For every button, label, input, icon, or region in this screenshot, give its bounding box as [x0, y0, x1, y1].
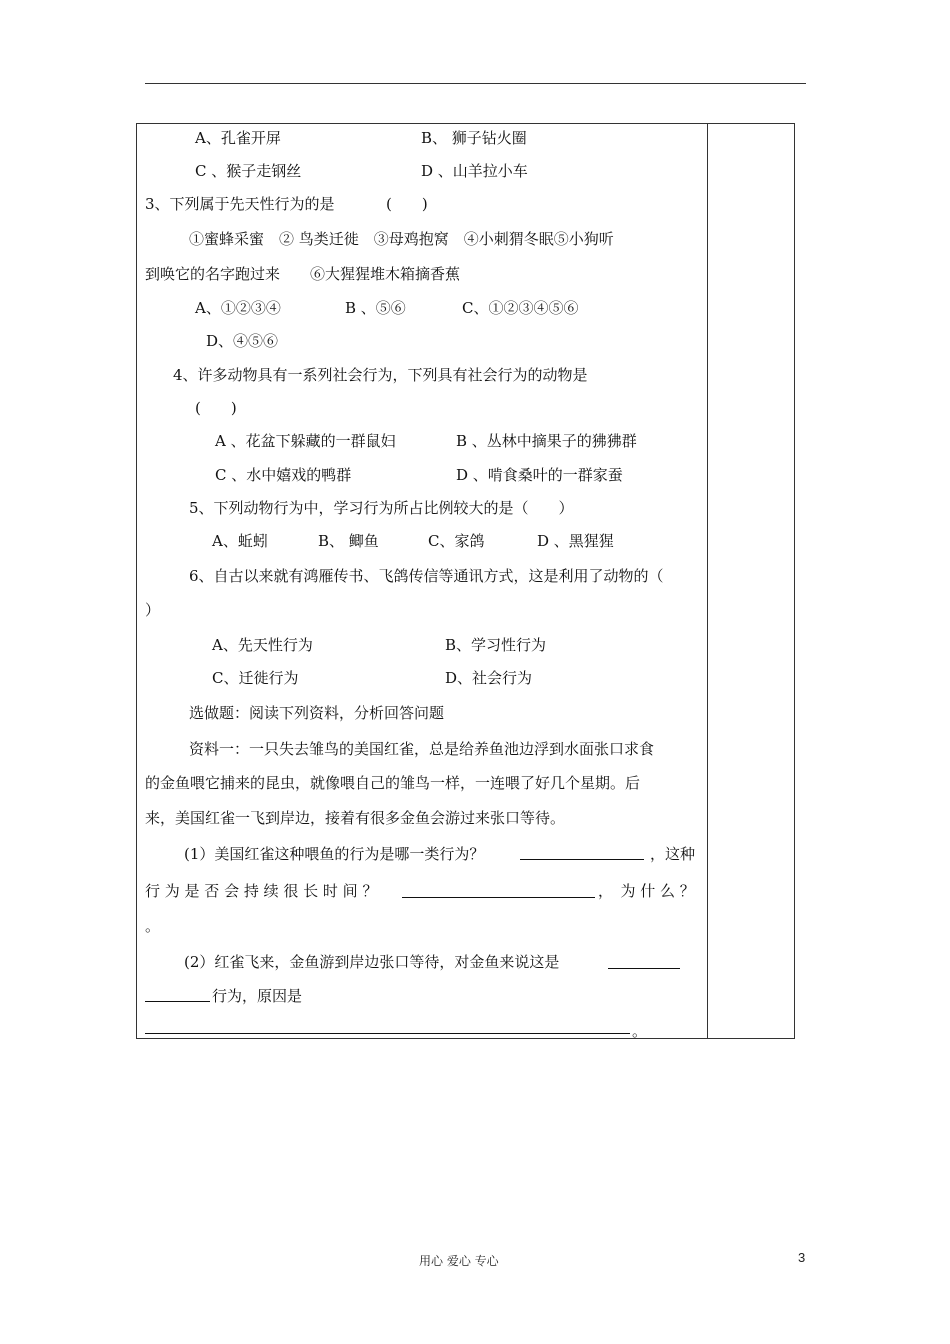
answer-blank-2[interactable]: [402, 897, 595, 898]
q3-option-c: C、①②③④⑤⑥: [462, 299, 579, 317]
answer-blank-3[interactable]: [608, 968, 680, 969]
q3-option-d: D、④⑤⑥: [206, 332, 279, 350]
q6-option-c: C、迁徙行为: [212, 669, 299, 687]
sub-question-1: (1）美国红雀这种喂鱼的行为是哪一类行为？: [184, 845, 485, 863]
q6-option-d: D、社会行为: [445, 669, 533, 687]
answer-blank-5[interactable]: [145, 1033, 630, 1034]
page-number: 3: [798, 1250, 806, 1265]
sub-question-2-end: 。: [632, 1022, 648, 1040]
q5-option-a: A、蚯蚓: [212, 532, 268, 550]
q3-option-b: B 、⑤⑥: [345, 299, 406, 317]
q3-answer-paren: ( ): [386, 195, 428, 213]
q3-option-a: A、①②③④: [195, 299, 281, 317]
header-rule: [145, 83, 806, 84]
sub-question-2-line2: 行为，原因是: [212, 987, 303, 1005]
sub-question-2: (2）红雀飞来，金鱼游到岸边张口等待，对金鱼来说这是: [184, 953, 560, 971]
sub-question-1-why: ， 为 什 么 ？: [598, 882, 695, 900]
q3-items-line1: ①蜜蜂采蜜 ② 鸟类迁徙 ③母鸡抱窝 ④小刺猬冬眠⑤小狗听: [189, 230, 614, 248]
q6-stem-end: ）: [145, 601, 161, 619]
q6-option-b: B、学习性行为: [445, 636, 547, 654]
q4-option-a: A 、花盆下躲藏的一群鼠妇: [215, 432, 396, 450]
answer-blank-1[interactable]: [520, 859, 644, 860]
q3-stem: 3、下列属于先天性行为的是: [145, 195, 335, 213]
q5-option-b: B、 鲫鱼: [318, 532, 379, 550]
q3-items-line2: 到唤它的名字跑过来 ⑥大猩猩堆木箱摘香蕉: [145, 265, 461, 283]
material-line3: 来，美国红雀一飞到岸边，接着有很多金鱼会游过来张口等待。: [145, 809, 566, 827]
q4-option-c: C 、水中嬉戏的鸭群: [215, 466, 352, 484]
q5-stem: 5、下列动物行为中，学习行为所占比例较大的是（ ）: [189, 499, 574, 517]
material-line2: 的金鱼喂它捕来的昆虫，就像喂自己的雏鸟一样，一连喂了好几个星期。后: [145, 774, 641, 792]
q6-stem: 6、自古以来就有鸿雁传书、飞鸽传信等通讯方式，这是利用了动物的（: [189, 567, 664, 585]
q2-option-b: B、 狮子钻火圈: [421, 129, 527, 147]
sub-question-1-line2: 行 为 是 否 会 持 续 很 长 时 间 ？: [145, 882, 378, 900]
q5-option-c: C、家鸽: [428, 532, 485, 550]
q2-option-c: C 、猴子走钢丝: [195, 162, 302, 180]
q2-option-d: D 、山羊拉小车: [421, 162, 528, 180]
q2-option-a: A、孔雀开屏: [195, 129, 281, 147]
q4-stem: 4、许多动物具有一系列社会行为，下列具有社会行为的动物是: [173, 366, 588, 384]
optional-title: 选做题：阅读下列资料，分析回答问题: [189, 704, 445, 722]
q4-option-b: B 、丛林中摘果子的狒狒群: [456, 432, 637, 450]
footer-slogan: 用心 爱心 专心: [419, 1254, 499, 1268]
table-column-divider: [707, 123, 708, 1039]
material-line1: 资料一：一只失去雏鸟的美国红雀，总是给养鱼池边浮到水面张口求食: [189, 740, 655, 758]
q4-option-d: D 、啃食桑叶的一群家蚕: [456, 466, 623, 484]
q4-answer-paren: ( ): [195, 399, 237, 417]
answer-blank-4[interactable]: [145, 1001, 210, 1002]
sub-question-1-end: 。: [145, 917, 161, 935]
q6-option-a: A、先天性行为: [212, 636, 313, 654]
sub-question-1-cont: ，这种: [650, 845, 696, 863]
q5-option-d: D 、黑猩猩: [537, 532, 614, 550]
